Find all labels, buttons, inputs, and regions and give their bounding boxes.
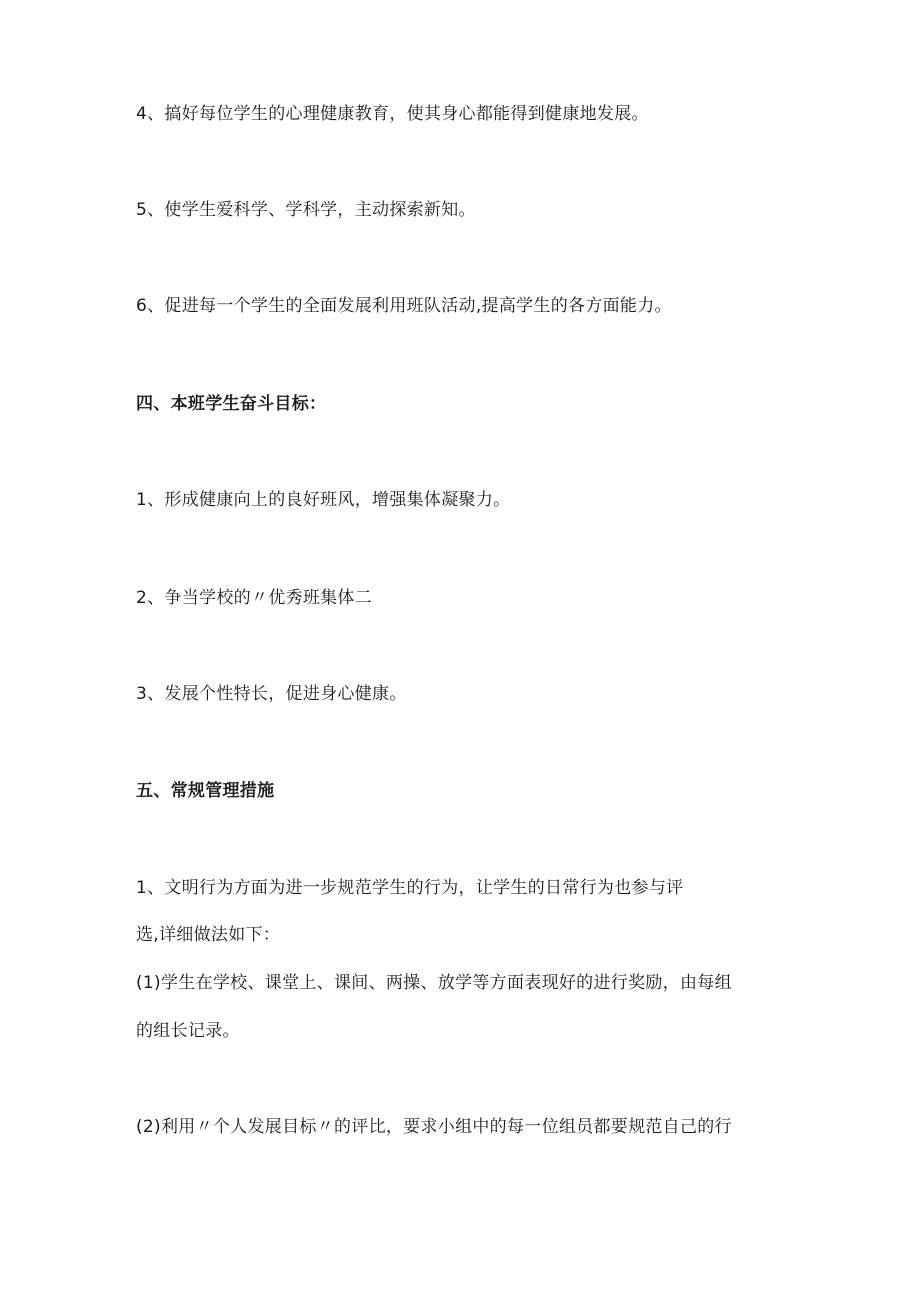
measure-item-1-line-2: 选,详细做法如下： [136,925,281,945]
goal-item-2: 2、争当学校的〃优秀班集体二 [136,588,373,608]
subitem-1-line-2: 的组长记录。 [136,1021,240,1041]
section-heading-5: 五、常规管理措施 [136,781,275,801]
paragraph-item-6: 6、促进每一个学生的全面发展利用班队活动,提高学生的各方面能力。 [136,296,672,316]
measure-item-1-line-1: 1、文明行为方面为进一步规范学生的行为，让学生的日常行为也参与评 [136,878,684,898]
paragraph-item-4: 4、搞好每位学生的心理健康教育，使其身心都能得到健康地发展。 [136,104,649,124]
goal-item-1: 1、形成健康向上的良好班风，增强集体凝聚力。 [136,490,511,510]
paragraph-item-5: 5、使学生爱科学、学科学，主动探索新知。 [136,200,476,220]
goal-item-3: 3、发展个性特长，促进身心健康。 [136,684,407,704]
subitem-1-line-1: (1)学生在学校、课堂上、课间、两操、放学等方面表现好的进行奖励，由每组 [136,973,732,993]
subitem-2-line-1: (2)利用〃个人发展目标〃的评比，要求小组中的每一位组员都要规范自己的行 [136,1117,732,1137]
section-heading-4: 四、本班学生奋斗目标： [136,394,327,414]
